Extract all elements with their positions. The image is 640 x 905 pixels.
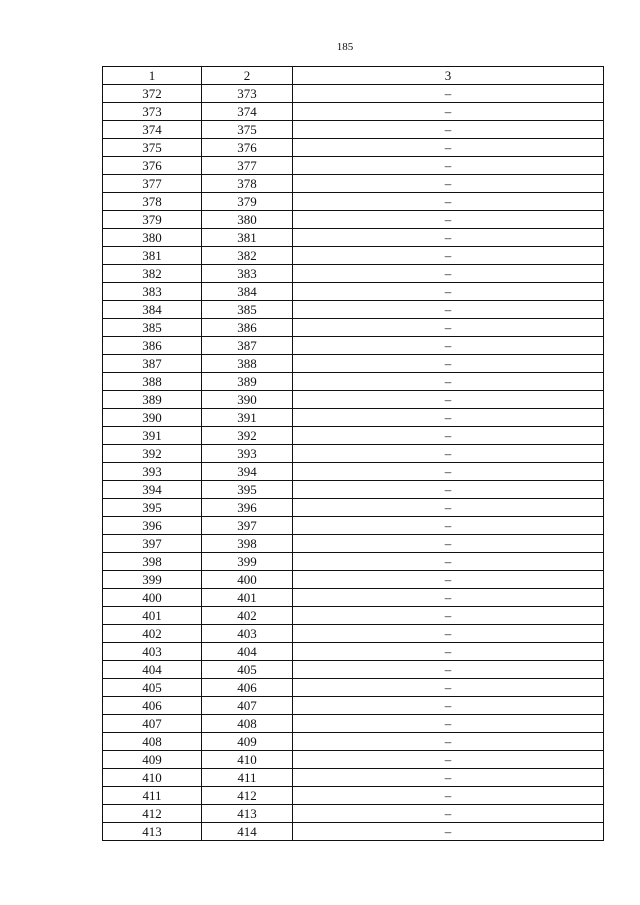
table-cell-col-2: 398 — [202, 535, 293, 553]
table-cell-col-2: 377 — [202, 157, 293, 175]
table-row — [103, 373, 604, 391]
table-cell-col-1: 406 — [103, 697, 202, 715]
table-cell-col-2: 382 — [202, 247, 293, 265]
table-cell-col-1: 398 — [103, 553, 202, 571]
table-row — [103, 769, 604, 787]
table-cell-col-2: 411 — [202, 769, 293, 787]
table-cell-col-2: 413 — [202, 805, 293, 823]
table-cell-col-1: 397 — [103, 535, 202, 553]
table-cell-col-3: – — [293, 517, 604, 535]
table-cell-col-3: – — [293, 121, 604, 139]
table-cell-col-1: 392 — [103, 445, 202, 463]
table-cell-col-2: 373 — [202, 85, 293, 103]
table-row — [103, 229, 604, 247]
table-cell-col-3: – — [293, 229, 604, 247]
table-cell-col-1: 410 — [103, 769, 202, 787]
table-cell-col-2: 391 — [202, 409, 293, 427]
table-cell-col-2: 409 — [202, 733, 293, 751]
table-cell-col-1: 411 — [103, 787, 202, 805]
table-cell-col-1: 394 — [103, 481, 202, 499]
table-cell-col-3: – — [293, 823, 604, 841]
table-cell-col-3: – — [293, 139, 604, 157]
table-row — [103, 697, 604, 715]
table-cell-col-3: – — [293, 193, 604, 211]
page-number: 185 — [336, 41, 354, 53]
table-row — [103, 427, 604, 445]
table-cell-col-1: 383 — [103, 283, 202, 301]
table-row — [103, 355, 604, 373]
table-row — [103, 679, 604, 697]
table-cell-col-2: 402 — [202, 607, 293, 625]
table-row — [103, 193, 604, 211]
table-cell-col-2: 403 — [202, 625, 293, 643]
table-cell-col-1: 401 — [103, 607, 202, 625]
table-cell-col-2: 397 — [202, 517, 293, 535]
table-cell-col-1: 393 — [103, 463, 202, 481]
table-cell-col-1: 403 — [103, 643, 202, 661]
table-cell-col-1: 372 — [103, 85, 202, 103]
header-row — [103, 67, 604, 85]
table-cell-col-1: 409 — [103, 751, 202, 769]
table-cell-col-2: 405 — [202, 661, 293, 679]
table-row — [103, 103, 604, 121]
table-cell-col-1: 373 — [103, 103, 202, 121]
table-row — [103, 157, 604, 175]
table-row — [103, 85, 604, 103]
table-cell-col-1: 400 — [103, 589, 202, 607]
table-row — [103, 733, 604, 751]
table-cell-col-3: – — [293, 679, 604, 697]
table-cell-col-3: – — [293, 499, 604, 517]
table-cell-col-1: 385 — [103, 319, 202, 337]
table-cell-col-2: 378 — [202, 175, 293, 193]
table-cell-col-2: 412 — [202, 787, 293, 805]
table-cell-col-1: 380 — [103, 229, 202, 247]
table-cell-col-1: 389 — [103, 391, 202, 409]
table-row — [103, 589, 604, 607]
table-cell-col-1: 377 — [103, 175, 202, 193]
table-cell-col-2: 392 — [202, 427, 293, 445]
table-row — [103, 265, 604, 283]
table-cell-col-1: 388 — [103, 373, 202, 391]
table-cell-col-1: 376 — [103, 157, 202, 175]
table-cell-col-1: 375 — [103, 139, 202, 157]
table-cell-col-3: – — [293, 661, 604, 679]
table-cell-col-1: 386 — [103, 337, 202, 355]
table-cell-col-3: – — [293, 445, 604, 463]
table-cell-col-3: – — [293, 355, 604, 373]
table-row — [103, 607, 604, 625]
table-cell-col-2: 389 — [202, 373, 293, 391]
table-cell-col-3: – — [293, 571, 604, 589]
table-row — [103, 823, 604, 841]
table-cell-col-3: – — [293, 769, 604, 787]
table-cell-col-2: 387 — [202, 337, 293, 355]
table-cell-col-3: – — [293, 607, 604, 625]
table-cell-col-2: 374 — [202, 103, 293, 121]
table-row — [103, 517, 604, 535]
table-cell-col-2: 406 — [202, 679, 293, 697]
table-cell-col-1: 412 — [103, 805, 202, 823]
table-cell-col-3: – — [293, 481, 604, 499]
table-cell-col-3: – — [293, 643, 604, 661]
table-cell-col-1: 404 — [103, 661, 202, 679]
table-row — [103, 463, 604, 481]
table-cell-col-2: 414 — [202, 823, 293, 841]
table-row — [103, 499, 604, 517]
table-cell-col-1: 391 — [103, 427, 202, 445]
table-cell-col-3: – — [293, 715, 604, 733]
table-cell-col-2: 408 — [202, 715, 293, 733]
table-cell-col-1: 378 — [103, 193, 202, 211]
table-cell-col-2: 407 — [202, 697, 293, 715]
table-cell-col-1: 374 — [103, 121, 202, 139]
table-cell-col-3: – — [293, 409, 604, 427]
table-cell-col-3: – — [293, 553, 604, 571]
table-cell-col-3: – — [293, 697, 604, 715]
table-cell-col-3: – — [293, 175, 604, 193]
table-row — [103, 805, 604, 823]
table-cell-col-3: – — [293, 301, 604, 319]
table-row — [103, 445, 604, 463]
table-cell-col-1: 379 — [103, 211, 202, 229]
table-cell-col-3: – — [293, 391, 604, 409]
table-cell-col-2: 393 — [202, 445, 293, 463]
data-table — [102, 66, 604, 841]
table-row — [103, 643, 604, 661]
table-header — [103, 67, 604, 85]
table-row — [103, 211, 604, 229]
table-row — [103, 715, 604, 733]
table-row — [103, 625, 604, 643]
table-cell-col-3: – — [293, 373, 604, 391]
table-cell-col-1: 408 — [103, 733, 202, 751]
table-row — [103, 535, 604, 553]
table-row — [103, 139, 604, 157]
table-cell-col-1: 402 — [103, 625, 202, 643]
table-cell-col-1: 382 — [103, 265, 202, 283]
table-body — [103, 85, 604, 841]
table-row — [103, 319, 604, 337]
table-row — [103, 337, 604, 355]
table-cell-col-3: – — [293, 265, 604, 283]
table-cell-col-3: – — [293, 427, 604, 445]
table-row — [103, 553, 604, 571]
table-row — [103, 481, 604, 499]
table-cell-col-3: – — [293, 751, 604, 769]
table-cell-col-1: 395 — [103, 499, 202, 517]
table-cell-col-3: – — [293, 733, 604, 751]
table-cell-col-2: 385 — [202, 301, 293, 319]
table-cell-col-1: 384 — [103, 301, 202, 319]
table-row — [103, 409, 604, 427]
table-cell-col-3: – — [293, 103, 604, 121]
column-header-1: 1 — [103, 67, 202, 85]
table-cell-col-1: 413 — [103, 823, 202, 841]
table-cell-col-2: 400 — [202, 571, 293, 589]
table-cell-col-2: 404 — [202, 643, 293, 661]
table-row — [103, 751, 604, 769]
table-cell-col-2: 384 — [202, 283, 293, 301]
table-cell-col-3: – — [293, 787, 604, 805]
table-row — [103, 787, 604, 805]
table-cell-col-2: 395 — [202, 481, 293, 499]
table-cell-col-3: – — [293, 337, 604, 355]
table-cell-col-3: – — [293, 535, 604, 553]
table-cell-col-2: 410 — [202, 751, 293, 769]
table-row — [103, 247, 604, 265]
table-cell-col-3: – — [293, 319, 604, 337]
table-cell-col-2: 379 — [202, 193, 293, 211]
table-cell-col-1: 396 — [103, 517, 202, 535]
table-cell-col-1: 407 — [103, 715, 202, 733]
table-cell-col-3: – — [293, 463, 604, 481]
table-row — [103, 283, 604, 301]
table-cell-col-3: – — [293, 157, 604, 175]
table-cell-col-3: – — [293, 283, 604, 301]
table-cell-col-3: – — [293, 247, 604, 265]
table-row — [103, 175, 604, 193]
table-cell-col-2: 401 — [202, 589, 293, 607]
table-cell-col-2: 388 — [202, 355, 293, 373]
table-cell-col-2: 390 — [202, 391, 293, 409]
table-row — [103, 571, 604, 589]
table-cell-col-2: 394 — [202, 463, 293, 481]
table-cell-col-2: 381 — [202, 229, 293, 247]
table-cell-col-2: 399 — [202, 553, 293, 571]
table-cell-col-2: 396 — [202, 499, 293, 517]
table-cell-col-1: 405 — [103, 679, 202, 697]
table-cell-col-3: – — [293, 85, 604, 103]
table-row — [103, 391, 604, 409]
column-header-3: 3 — [293, 67, 604, 85]
table-cell-col-2: 380 — [202, 211, 293, 229]
table-cell-col-2: 383 — [202, 265, 293, 283]
table-cell-col-3: – — [293, 589, 604, 607]
column-header-2: 2 — [202, 67, 293, 85]
table-cell-col-1: 399 — [103, 571, 202, 589]
table-cell-col-1: 387 — [103, 355, 202, 373]
table-cell-col-3: – — [293, 211, 604, 229]
table-row — [103, 301, 604, 319]
table-cell-col-3: – — [293, 625, 604, 643]
table-cell-col-2: 376 — [202, 139, 293, 157]
table-row — [103, 121, 604, 139]
table-cell-col-2: 386 — [202, 319, 293, 337]
table-cell-col-1: 381 — [103, 247, 202, 265]
table-row — [103, 661, 604, 679]
table-cell-col-3: – — [293, 805, 604, 823]
table-cell-col-2: 375 — [202, 121, 293, 139]
table-cell-col-1: 390 — [103, 409, 202, 427]
